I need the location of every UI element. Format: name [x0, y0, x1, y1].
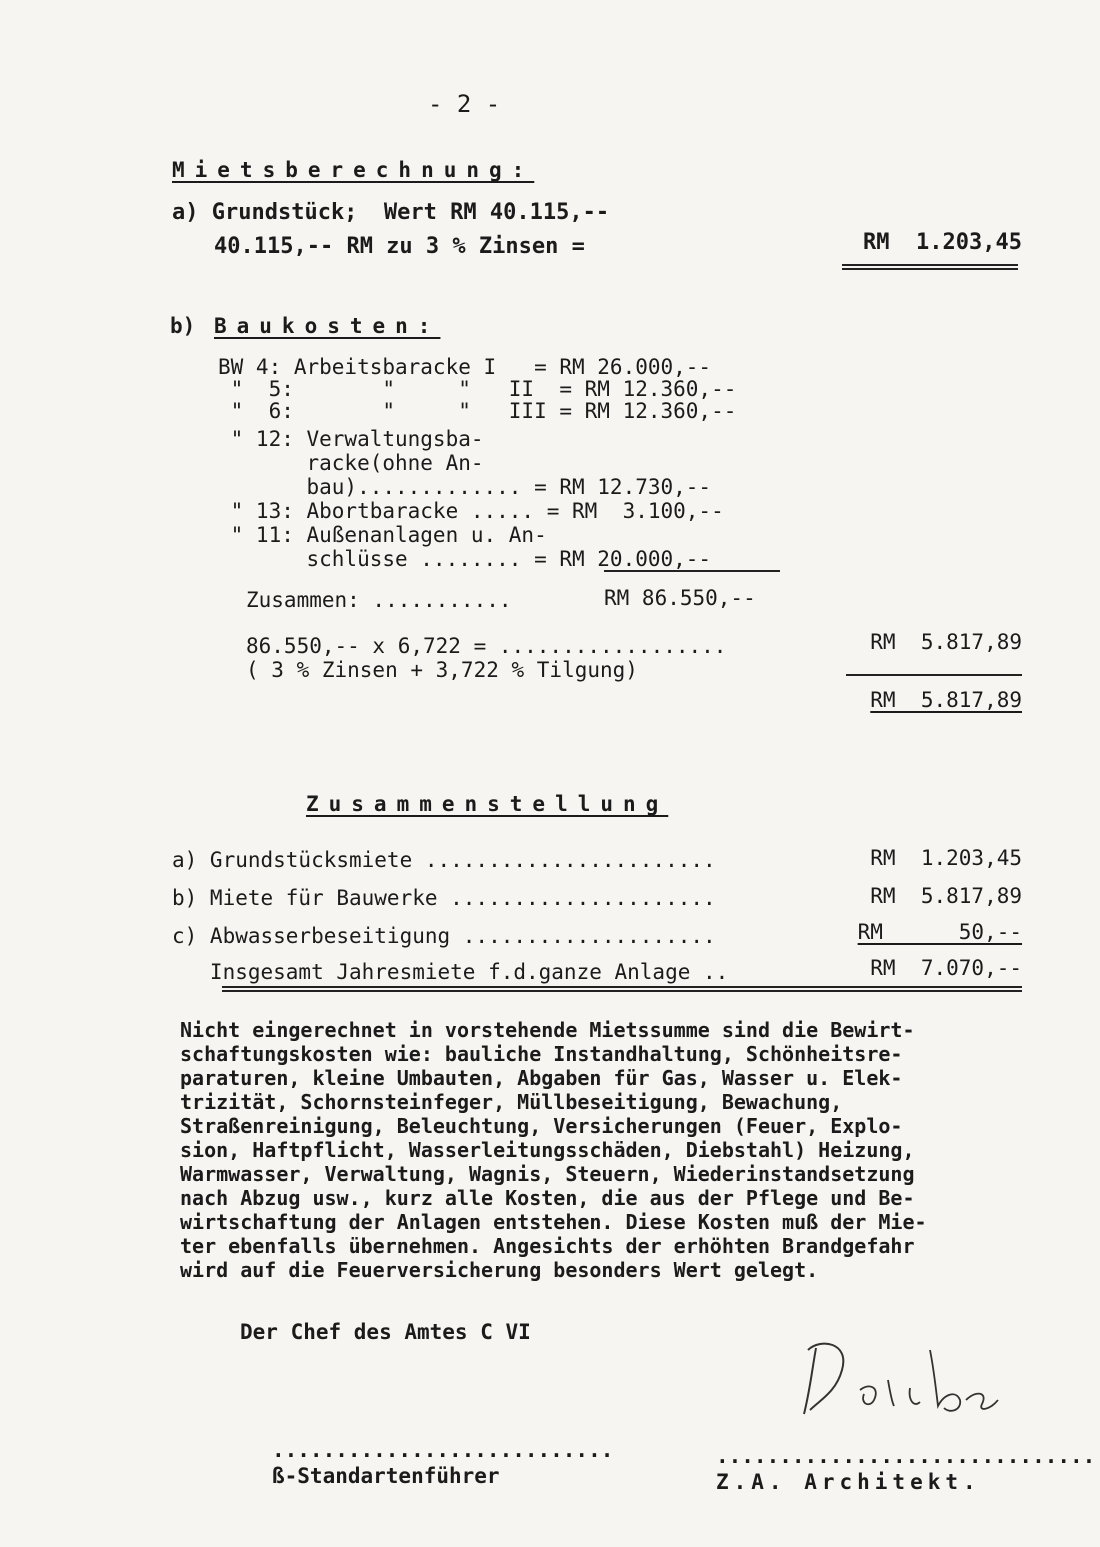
heading-mietsberechnung: Mietsberechnung: [172, 158, 535, 182]
paragraph-line: Straßenreinigung, Beleuchtung, Versicherungen (Feuer, Explo- [180, 1114, 903, 1138]
closing-line: Der Chef des Amtes C VI [240, 1320, 531, 1344]
summary-amount: RM 7.070,-- [870, 956, 1022, 980]
signature-right-title: Z.A. Architekt. [716, 1470, 981, 1494]
baukosten-row: " 6: " " III = RM 12.360,-- [218, 399, 737, 423]
heading-baukosten: Baukosten: [214, 314, 441, 338]
baukosten-row: " 5: " " II = RM 12.360,-- [218, 377, 737, 401]
paragraph-line: wird auf die Feuerversicherung besonders Wert gelegt. [180, 1258, 819, 1282]
paragraph-line: paraturen, kleine Umbauten, Abgaben für Gas, Wasser u. Elek- [180, 1066, 903, 1090]
paragraph-line: nach Abzug usw., kurz alle Kosten, die aus der Pflege und Be- [180, 1186, 915, 1210]
baukosten-calc-rule [846, 674, 1022, 676]
baukosten-calc-note: ( 3 % Zinsen + 3,722 % Tilgung) [246, 658, 638, 682]
paragraph-line: trizität, Schornsteinfeger, Müllbeseitigung, Bewachung, [180, 1090, 843, 1114]
baukosten-calc-amount: RM 5.817,89 [870, 630, 1022, 654]
heading-zusammenstellung: Zusammenstellung [306, 792, 669, 816]
signature-left-title: ß-Standartenführer [272, 1464, 500, 1488]
paragraph-line: wirtschaftung der Anlagen entstehen. Diese Kosten muß der Mie- [180, 1210, 927, 1234]
signature-right-dots: .............................. [716, 1444, 1096, 1468]
paragraph-line: Warmwasser, Verwaltung, Wagnis, Steuern, Wiederinstandsetzung [180, 1162, 915, 1186]
summary-amount: RM 50,-- [857, 920, 1022, 944]
baukosten-row: bau)............. = RM 12.730,-- [218, 475, 712, 499]
baukosten-row: racke(ohne An- [218, 451, 484, 475]
section-a-double-rule [842, 264, 1018, 270]
section-a-line1: a) Grundstück; Wert RM 40.115,-- [172, 200, 610, 225]
baukosten-row: BW 4: Arbeitsbaracke I = RM 26.000,-- [218, 355, 712, 379]
section-b-prefix: b) [170, 314, 196, 338]
signature-left-dots: ........................... [272, 1438, 614, 1462]
summary-amount: RM 1.203,45 [870, 846, 1022, 870]
baukosten-row: " 12: Verwaltungsba- [218, 427, 484, 451]
paragraph-line: ter ebenfalls übernehmen. Angesichts der erhöhten Brandgefahr [180, 1234, 915, 1258]
baukosten-row: " 13: Abortbaracke ..... = RM 3.100,-- [218, 499, 724, 523]
baukosten-subtotal-rule [604, 570, 780, 572]
paragraph-line: Nicht eingerechnet in vorstehende Mietssumme sind die Bewirt- [180, 1018, 915, 1042]
summary-label: Insgesamt Jahresmiete f.d.ganze Anlage .. [172, 960, 729, 984]
paragraph-line: schaftungskosten wie: bauliche Instandhaltung, Schönheitsre- [180, 1042, 903, 1066]
summary-double-rule [222, 986, 1022, 992]
baukosten-calc-line: 86.550,-- x 6,722 = .................. [246, 634, 727, 658]
summary-amount: RM 5.817,89 [870, 884, 1022, 908]
summary-label: b) Miete für Bauwerke ..................... [172, 886, 716, 910]
summary-label: c) Abwasserbeseitigung .................... [172, 924, 716, 948]
paragraph-line: sion, Haftpflicht, Wasserleitungsschäden, Diebstahl) Heizung, [180, 1138, 915, 1162]
baukosten-total: RM 86.550,-- [604, 586, 756, 610]
summary-label: a) Grundstücksmiete ....................... [172, 848, 716, 872]
baukosten-row: schlüsse ........ = RM 20.000,-- [218, 547, 712, 571]
handwritten-signature [790, 1330, 1010, 1440]
section-a-line2: 40.115,-- RM zu 3 % Zinsen = [214, 234, 585, 259]
page-number: - 2 - [428, 90, 501, 118]
baukosten-final-amount: RM 5.817,89 [870, 688, 1022, 712]
baukosten-total-label: Zusammen: ........... [246, 588, 512, 612]
baukosten-row: " 11: Außenanlagen u. An- [218, 523, 547, 547]
section-a-amount: RM 1.203,45 [863, 230, 1022, 255]
